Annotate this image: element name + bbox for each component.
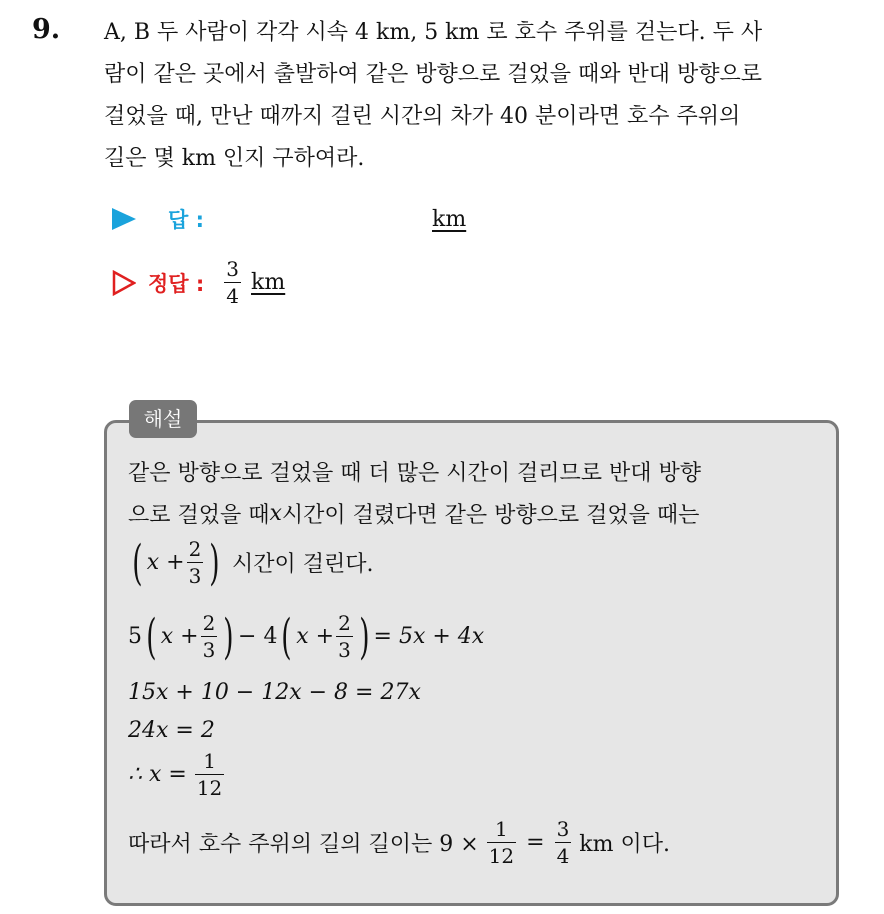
fraction-numerator: 3 <box>556 817 570 841</box>
fraction <box>187 538 204 587</box>
answer-unit: km <box>432 206 467 232</box>
answer-row <box>112 204 466 234</box>
solution-text: 따라서 호수 주위의 길의 길이는 9 × <box>128 832 479 857</box>
fraction-denominator: 4 <box>556 844 570 868</box>
solution-tag: 해설 <box>129 400 197 438</box>
left-paren: ( <box>281 608 293 665</box>
fraction-denominator: 3 <box>338 638 351 662</box>
fraction-denominator: 3 <box>188 564 202 588</box>
math-expression: x + <box>146 550 185 575</box>
fraction <box>201 612 218 661</box>
outline-arrow-icon <box>112 270 136 296</box>
math-term: = <box>526 830 545 855</box>
fraction <box>195 750 224 799</box>
solution-line-1: 같은 방향으로 걸었을 때 더 많은 시간이 걸리므로 반대 방향 <box>128 461 701 486</box>
right-paren: ) <box>223 608 234 665</box>
fraction-numerator: 2 <box>202 611 216 635</box>
right-paren: ) <box>359 608 370 665</box>
question-line: 길은 몇 km 인지 구하여라. <box>104 146 365 171</box>
variable-x: x <box>269 501 282 526</box>
fraction <box>487 818 516 867</box>
math-term: 5 <box>128 624 142 649</box>
solution-text: 으로 걸었을 때 <box>128 503 270 528</box>
play-arrow-icon <box>112 208 136 230</box>
solution-line-3 <box>128 534 374 591</box>
correct-unit: km <box>251 270 286 295</box>
math-term: − 4 <box>238 624 278 649</box>
solution-text: 시간이 걸렸다면 같은 방향으로 걸었을 때는 <box>281 503 700 528</box>
question-number: 9. <box>32 14 61 45</box>
correct-label: 정답 : <box>148 271 205 296</box>
math-expression: = 5x + 4x <box>373 624 485 649</box>
math-expression: x + <box>160 624 199 649</box>
solution-text: km 이다. <box>579 832 670 857</box>
equation-2: 15x + 10 − 12x − 8 = 27x <box>128 680 421 705</box>
answer-label: 답 : <box>168 208 204 232</box>
fraction-denominator: 3 <box>202 638 216 662</box>
question-text <box>104 12 864 180</box>
fraction-denominator: 4 <box>226 284 240 308</box>
correct-fraction <box>224 258 241 307</box>
left-paren: ( <box>132 534 143 591</box>
equation-3: 24x = 2 <box>128 718 215 743</box>
math-expression: ∴ x = <box>128 762 187 787</box>
fraction <box>555 818 572 867</box>
equation-1 <box>128 608 485 665</box>
fraction-numerator: 1 <box>203 749 216 773</box>
fraction-denominator: 12 <box>488 844 515 868</box>
fraction-numerator: 2 <box>188 537 202 561</box>
fraction-numerator: 1 <box>495 817 508 841</box>
equation-4 <box>128 750 226 799</box>
left-paren: ( <box>146 608 157 665</box>
final-statement <box>128 818 670 867</box>
question-line: 걸었을 때, 만난 때까지 걸린 시간의 차가 40 분이라면 호수 주위의 <box>104 104 741 129</box>
fraction <box>336 612 353 661</box>
solution-text: 시간이 걸린다. <box>232 552 374 577</box>
correct-answer-row <box>112 258 285 307</box>
fraction-denominator: 12 <box>196 776 223 800</box>
fraction-numerator: 2 <box>338 611 351 635</box>
right-paren: ) <box>209 534 220 591</box>
solution-line-2 <box>128 498 699 529</box>
math-expression: x + <box>296 624 335 649</box>
fraction-numerator: 3 <box>226 257 240 281</box>
question-line: A, B 두 사람이 각각 시속 4 km, 5 km 로 호수 주위를 걷는다. 두 사 <box>104 20 763 45</box>
question-line: 람이 같은 곳에서 출발하여 같은 방향으로 걸었을 때와 반대 방향으로 <box>104 62 762 87</box>
